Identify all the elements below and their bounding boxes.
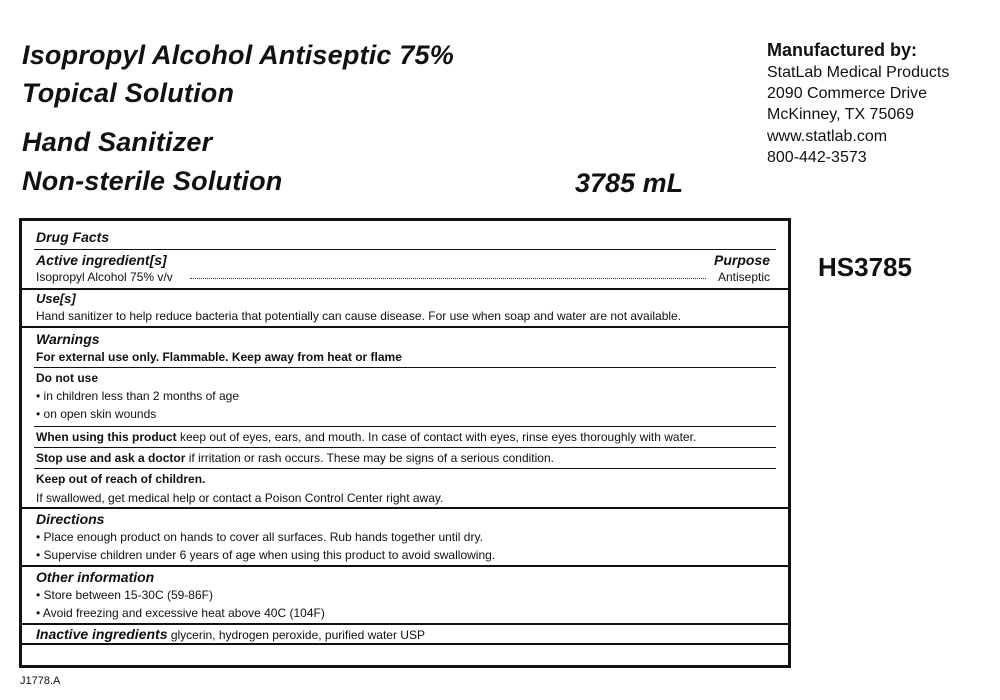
directions-item: • Place enough product on hands to cover all surfaces. Rub hands together until dry.	[36, 530, 483, 544]
stop-use-text: if irritation or rash occurs. These may be signs of a serious condition.	[185, 451, 554, 465]
inactive-ingredients-text: glycerin, hydrogen peroxide, purified water USP	[167, 628, 425, 642]
product-name-line1: Isopropyl Alcohol Antiseptic 75%	[22, 40, 454, 70]
manufacturer-street: 2090 Commerce Drive	[767, 85, 928, 102]
manufacturer-heading: Manufactured by:	[767, 40, 918, 60]
section-divider	[22, 623, 788, 625]
purpose-heading: Purpose	[713, 252, 770, 268]
divider	[34, 249, 776, 250]
active-ingredient-heading: Active ingredient[s]	[36, 252, 167, 268]
divider	[34, 468, 776, 469]
directions-heading: Directions	[36, 511, 105, 527]
divider	[34, 367, 776, 368]
divider	[34, 447, 776, 448]
uses-heading: Use[s]	[36, 291, 76, 306]
manufacturer-website: www.statlab.com	[767, 128, 888, 145]
manufacturer-phone: 800-442-3573	[767, 149, 867, 166]
active-ingredient-value: Isopropyl Alcohol 75% v/v	[36, 270, 173, 284]
drug-facts-panel	[19, 218, 791, 668]
when-using-line	[36, 431, 696, 443]
warnings-text: For external use only. Flammable. Keep away from heat or flame	[36, 350, 402, 364]
section-divider	[22, 507, 788, 509]
drug-facts-title: Drug Facts	[36, 229, 110, 245]
when-using-label: When using this product	[36, 430, 177, 444]
section-divider	[22, 643, 788, 645]
purpose-value: Antiseptic	[717, 270, 770, 284]
other-information-item: • Store between 15-30C (59-86F)	[36, 588, 213, 602]
stop-use-label: Stop use and ask a doctor	[36, 451, 186, 465]
do-not-use-item: • in children less than 2 months of age	[36, 389, 239, 403]
uses-text: Hand sanitizer to help reduce bacteria that potentially can cause disease. For use when soap and water are not available.	[36, 309, 682, 323]
when-using-text: keep out of eyes, ears, and mouth. In case of contact with eyes, rinse eyes thoroughly with water.	[176, 430, 697, 444]
stop-use-line	[36, 452, 554, 464]
product-code: HS3785	[818, 252, 912, 282]
section-divider	[22, 326, 788, 328]
section-divider	[22, 288, 788, 290]
other-information-heading: Other information	[36, 569, 155, 585]
keep-out-heading: Keep out of reach of children.	[36, 472, 206, 486]
do-not-use-item: • on open skin wounds	[36, 407, 157, 421]
divider	[34, 426, 776, 427]
product-volume: 3785 mL	[575, 168, 684, 198]
inactive-ingredients-heading: Inactive ingredients	[36, 626, 168, 642]
directions-item: • Supervise children under 6 years of age when using this product to avoid swallowing.	[36, 548, 496, 562]
keep-out-text: If swallowed, get medical help or contact a Poison Control Center right away.	[36, 491, 444, 505]
do-not-use-heading: Do not use	[36, 371, 98, 385]
lot-code: J1778.A	[20, 675, 61, 687]
manufacturer-company: StatLab Medical Products	[767, 64, 950, 81]
product-name-line2: Topical Solution	[22, 78, 235, 108]
section-divider	[22, 565, 788, 567]
warnings-heading: Warnings	[36, 331, 100, 347]
product-name-line3: Hand Sanitizer	[22, 127, 213, 157]
product-name-line4: Non-sterile Solution	[22, 166, 283, 196]
other-information-item: • Avoid freezing and excessive heat above 40C (104F)	[36, 606, 325, 620]
inactive-ingredients-line	[36, 627, 425, 641]
manufacturer-city: McKinney, TX 75069	[767, 106, 915, 123]
dot-leader	[190, 270, 706, 279]
